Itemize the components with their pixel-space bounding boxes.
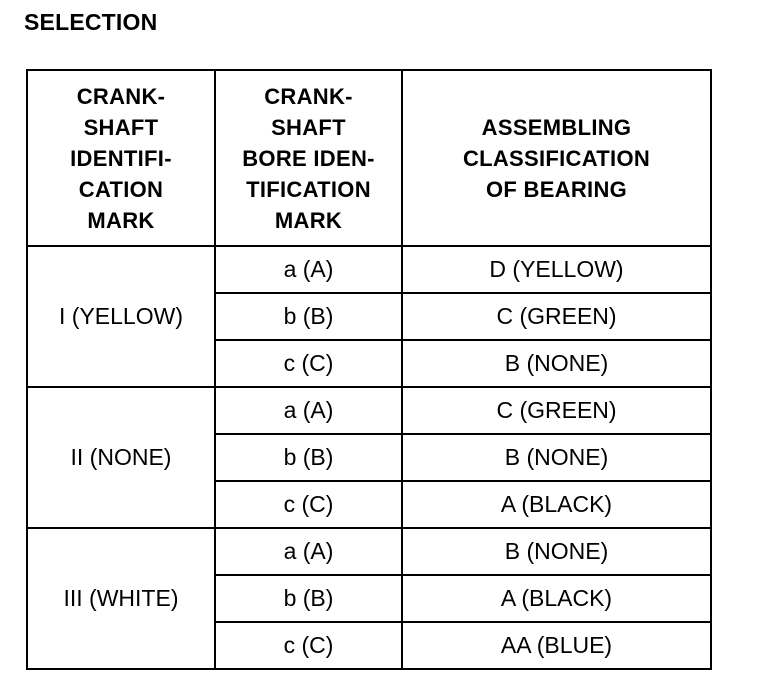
- bore-mark-cell: a (A): [215, 246, 402, 293]
- table-row: [27, 528, 711, 575]
- header-line: CLASSIFICATION: [462, 145, 651, 171]
- classification-cell: C (GREEN): [402, 387, 711, 434]
- bore-mark-cell: b (B): [215, 575, 402, 622]
- table-row: [27, 246, 711, 293]
- header-line: MARK: [87, 207, 155, 233]
- classification-cell: B (NONE): [402, 340, 711, 387]
- header-line: BORE IDEN-: [242, 145, 375, 171]
- table-row: [27, 387, 711, 434]
- header-bore-mark: [215, 70, 402, 246]
- header-line: MARK: [274, 207, 343, 233]
- classification-cell: A (BLACK): [402, 481, 711, 528]
- crankshaft-mark-cell: II (NONE): [27, 387, 215, 528]
- bore-mark-cell: a (A): [215, 528, 402, 575]
- header-crankshaft-mark: [27, 70, 215, 246]
- header-line: CRANK-: [76, 83, 166, 109]
- classification-cell: AA (BLUE): [402, 622, 711, 669]
- classification-cell: D (YELLOW): [402, 246, 711, 293]
- header-line: SHAFT: [83, 114, 159, 140]
- crankshaft-mark-cell: I (YELLOW): [27, 246, 215, 387]
- classification-cell: B (NONE): [402, 434, 711, 481]
- page-title: SELECTION: [24, 9, 158, 35]
- header-line: SHAFT: [271, 114, 346, 140]
- classification-cell: A (BLACK): [402, 575, 711, 622]
- header-bearing-classification: [402, 70, 711, 246]
- bore-mark-cell: c (C): [215, 622, 402, 669]
- header-line: TIFICATION: [246, 176, 371, 202]
- bore-mark-cell: b (B): [215, 434, 402, 481]
- selection-table: [26, 69, 712, 670]
- classification-cell: C (GREEN): [402, 293, 711, 340]
- header-row: [27, 70, 711, 246]
- classification-cell: B (NONE): [402, 528, 711, 575]
- bore-mark-cell: a (A): [215, 387, 402, 434]
- header-line: OF BEARING: [485, 176, 628, 202]
- bore-mark-cell: b (B): [215, 293, 402, 340]
- header-line: ASSEMBLING: [481, 114, 632, 140]
- bore-mark-cell: c (C): [215, 481, 402, 528]
- header-line: CRANK-: [264, 83, 353, 109]
- header-line: CATION: [78, 176, 164, 202]
- header-line: IDENTIFI-: [70, 145, 172, 171]
- bore-mark-cell: c (C): [215, 340, 402, 387]
- crankshaft-mark-cell: III (WHITE): [27, 528, 215, 669]
